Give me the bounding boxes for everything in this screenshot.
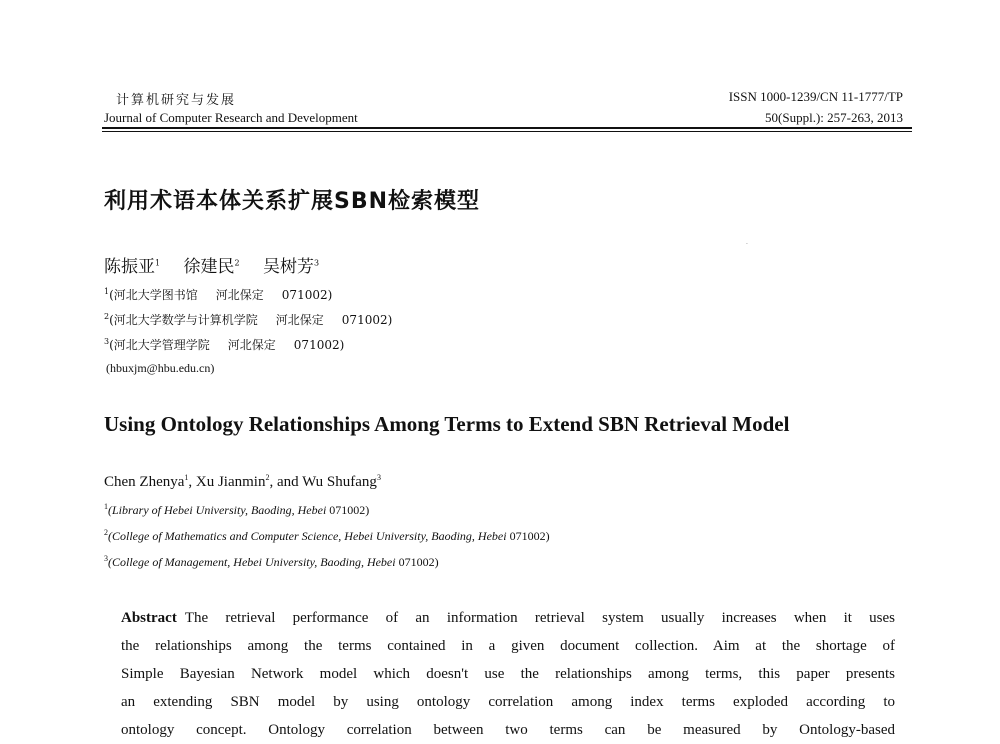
author-en: Chen Zhenya (104, 474, 185, 490)
header-rule-thin (102, 131, 912, 132)
email: (hbuxjm@hbu.edu.cn) (106, 361, 215, 375)
affiliation-cn: $^3$(河北大学管理学院 河北保定 071002) (104, 337, 345, 352)
paper-title-cn: 利用术语本体关系扩展SBN检索模型 (104, 189, 481, 214)
abstract-line: Abstract The retrieval performance of an information retrieval system usually increases when it uses (121, 610, 895, 626)
author-cn: 徐建民$^2$ (183, 257, 240, 277)
abstract-line: Simple Bayesian Network model which doesn't use the relationships among terms, this paper presents (121, 666, 895, 682)
journal-name-cn: 计算机研究与发展 (116, 93, 237, 108)
abstract (121, 604, 895, 744)
author-en: Xu Jianmin (195, 474, 266, 490)
authors-en: Chen Zhenya$^1$, Xu Jianmin$^2$, and Wu Shufang$^3$ (104, 473, 381, 490)
affiliation-cn: $^2$(河北大学数学与计算机学院 河北保定 071002) (104, 312, 393, 327)
paper-title-en: Using Ontology Relationships Among Terms to Extend SBN Retrieval Model (104, 412, 790, 436)
scan-speck: · (746, 241, 748, 248)
header-rule (102, 127, 912, 129)
abstract-line: the relationships among the terms contained in a given document collection. Aim at the shortage of (121, 638, 895, 654)
abstract-label: Abstract (121, 610, 177, 626)
volume-pages: 50(Suppl.): 257-263, 2013 (765, 110, 903, 125)
affiliation-en: $^3$(College of Management, Hebei University, Baoding, Hebei 071002) (104, 554, 439, 569)
author-en: Wu Shufang (302, 474, 377, 490)
affiliation-en: $^2$(College of Mathematics and Computer Science, Hebei University, Baoding, Hebei 071002) (104, 528, 550, 543)
journal-name-en: Journal of Computer Research and Development (104, 110, 358, 125)
author-cn: 吴树芳$^3$ (263, 257, 320, 277)
affiliation-cn: $^1$(河北大学图书馆 河北保定 071002) (104, 287, 333, 302)
issn: ISSN 1000-1239/CN 11-1777/TP (728, 89, 903, 104)
abstract-line: ontology concept. Ontology correlation between two terms can be measured by Ontology-based (121, 722, 895, 738)
authors-cn (104, 252, 337, 277)
author-cn: 陈振亚$^1$ (104, 257, 161, 277)
affiliation-en: $^1$(Library of Hebei University, Baoding, Hebei 071002) (104, 502, 370, 517)
abstract-line: an extending SBN model by using ontology correlation among index terms exploded according to (121, 694, 895, 710)
